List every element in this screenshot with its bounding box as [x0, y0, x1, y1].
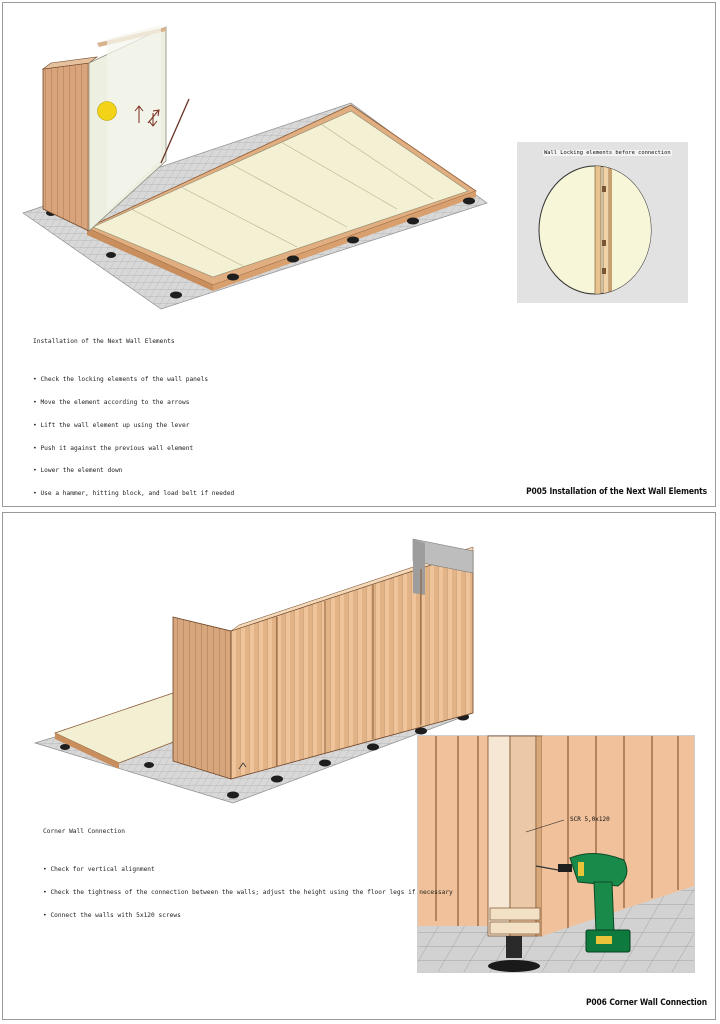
instructions-list [43, 851, 453, 935]
instruction-item: • Lift the wall element up using the lever [33, 422, 234, 430]
corner-connection-detail-view [417, 735, 695, 973]
screw-spec-label: SCR 5,0x120 [570, 816, 610, 823]
wall-locking-detail-view [517, 142, 688, 303]
instruction-item: • Push it against the previous wall element [33, 445, 234, 453]
instruction-item: • Check the locking elements of the wall panels [33, 376, 234, 384]
detail-view-title: Wall Locking elements before connection [544, 150, 671, 156]
instructions-heading: Corner Wall Connection [43, 828, 125, 836]
corner-connection-instructions [43, 813, 453, 950]
instruction-item: • Check for vertical alignment [43, 866, 453, 874]
instructions-heading: Installation of the Next Wall Elements [33, 338, 175, 346]
instructions-list [33, 361, 234, 536]
locking-elements-closeup [517, 142, 688, 303]
screw-connection-closeup [418, 736, 694, 972]
instruction-item: • Connect the walls with 5x120 screws [43, 912, 453, 920]
manual-page-p005 [2, 2, 716, 507]
instruction-item: • Check the tightness of the connection between the walls; adjust the height using the floor legs if necessary [43, 889, 453, 897]
instruction-item: • Lower the element down [33, 467, 234, 475]
corner-wall-illustration [33, 533, 483, 803]
instruction-item: • Use a hammer, hitting block, and load belt if needed [33, 490, 234, 498]
wall-installation-illustration [21, 23, 491, 313]
instruction-item: • Move the element according to the arrows [33, 399, 234, 407]
manual-page-p006 [2, 512, 716, 1020]
page-caption: P005 Installation of the Next Wall Elements [526, 486, 707, 496]
page-caption: P006 Corner Wall Connection [585, 997, 707, 1007]
